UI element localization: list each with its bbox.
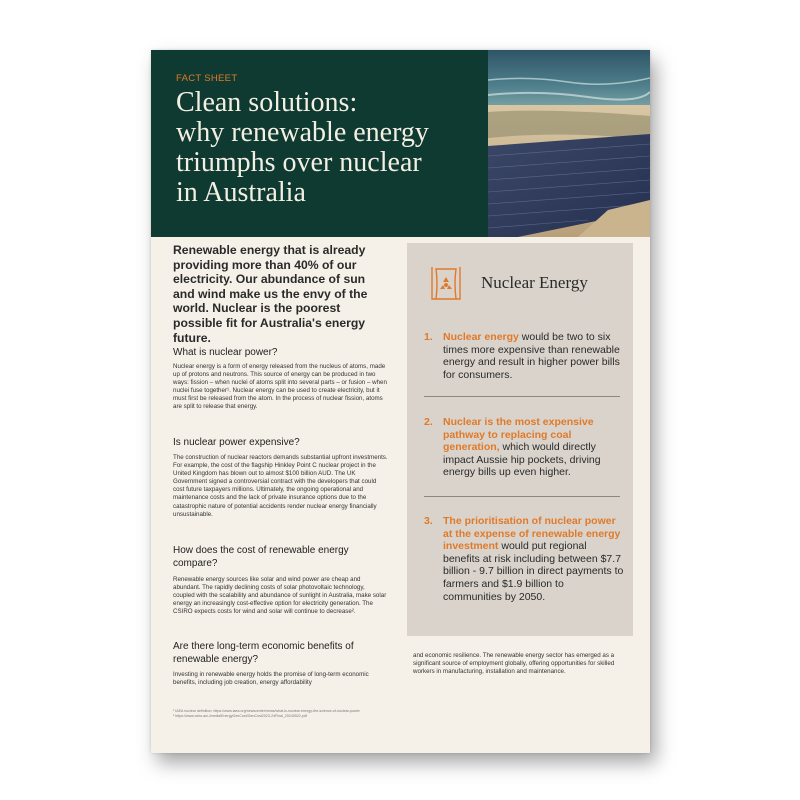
intro-paragraph: Renewable energy that is already providing more than 40% of our electricity. Our abundance of sun and wind make us the envy of the world. Nuclear is the poorest possible fit for Australia's energy future. [173,243,368,345]
point-highlight: The prioritisation of nuclear power at the expense of renewable energy investment [443,515,621,553]
section-body-nuclear-cost: The construction of nuclear reactors demands substantial upfront investments. For example, the cost of the flagship Hinkley Point C nuclear project in the United Kingdom has blown out to almost $100 billion AUD. The UK Government signed a controversial contract with the developers that could cost future taxpayers millions. Ultimately, the ongoing operational and maintenance costs and the lack of private insurance options due to the catastrophic nature of potential accidents render nuclear energy financially unsustainable. [173,454,388,518]
point-text: which would directly impact Aussie hip pockets, driving energy bills up even higher. [443,441,601,479]
point-number: 2. [424,416,433,428]
fact-sheet-page [151,50,650,753]
panel-point [424,515,624,603]
section-heading-nuclear-power: What is nuclear power? [173,347,278,358]
column2-paragraph: and economic resilience. The renewable energy sector has emerged as a significant source of employment globally, offering opportunities for skilled workers in manufacturing, installation and maintenance. [413,652,615,676]
section-heading-renewable-cost: How does the cost of renewable energy compare? [173,545,349,569]
point-number: 1. [424,331,433,343]
title-line: Clean solutions: [176,87,358,118]
panel-point [424,416,624,479]
footnote: ¹ IAEA nuclear definition: https://www.iaea.org/newscenter/news/what-is-nuclear-energy-the-science-of-nuclear-power [173,709,360,713]
point-highlight: Nuclear energy [443,331,519,343]
title-line: triumphs over nuclear [176,147,422,178]
point-highlight: Nuclear is the most expensive pathway to replacing coal generation, [443,416,594,454]
nuclear-plant-icon [427,263,465,301]
point-number: 3. [424,515,433,527]
eyebrow-label: FACT SHEET [176,73,238,84]
header-band [151,50,488,237]
divider [424,396,620,397]
panel-title: Nuclear Energy [481,273,588,292]
footnote: ² https://www.csiro.au/-/media/EnergyGenCost/GenCost2023-24Final_20240522.pdf [173,714,307,718]
section-body-economic-benefits: Investing in renewable energy holds the promise of long-term economic benefits, including job creation, energy affordability [173,671,369,687]
point-text: would put regional benefits at risk including between $7.7 billion - 9.7 billion in direct payments to farmers and $1.9 billion to communities by 2050. [443,540,624,603]
divider [424,496,620,497]
section-body-renewable-cost: Renewable energy sources like solar and wind power are cheap and abundant. The rapidly declining costs of solar photovoltaic technology, coupled with the scalability and abundance of sunlight in Australia, make solar energy an increasingly cost-effective option for electricity generation. The CSIRO expects costs for wind and solar will continue to decrease². [173,576,387,616]
point-text: would be two to six times more expensive than renewable energy and result in higher power bills for consumers. [443,331,620,381]
section-body-nuclear-power: Nuclear energy is a form of energy released from the nucleus of atoms, made up of protons and neutrons. This source of energy can be produced in two ways: fission – when nuclei of atoms split into several parts – or fusion – when nuclei fuse together¹. Nuclear energy can be used to create electricity, but it must first be released from the atom. In the process of nuclear fission, atoms are split to release that energy. [173,363,387,411]
page-title [176,88,481,208]
panel-point [424,331,624,381]
footnotes [173,709,613,719]
title-line: in Australia [176,177,306,208]
section-heading-nuclear-cost: Is nuclear power expensive? [173,437,300,448]
title-line: why renewable energy [176,117,429,148]
nuclear-energy-panel [407,243,633,636]
section-heading-economic-benefits: Are there long-term economic benefits of renewable energy? [173,641,354,665]
solar-farm-photo [488,50,650,237]
